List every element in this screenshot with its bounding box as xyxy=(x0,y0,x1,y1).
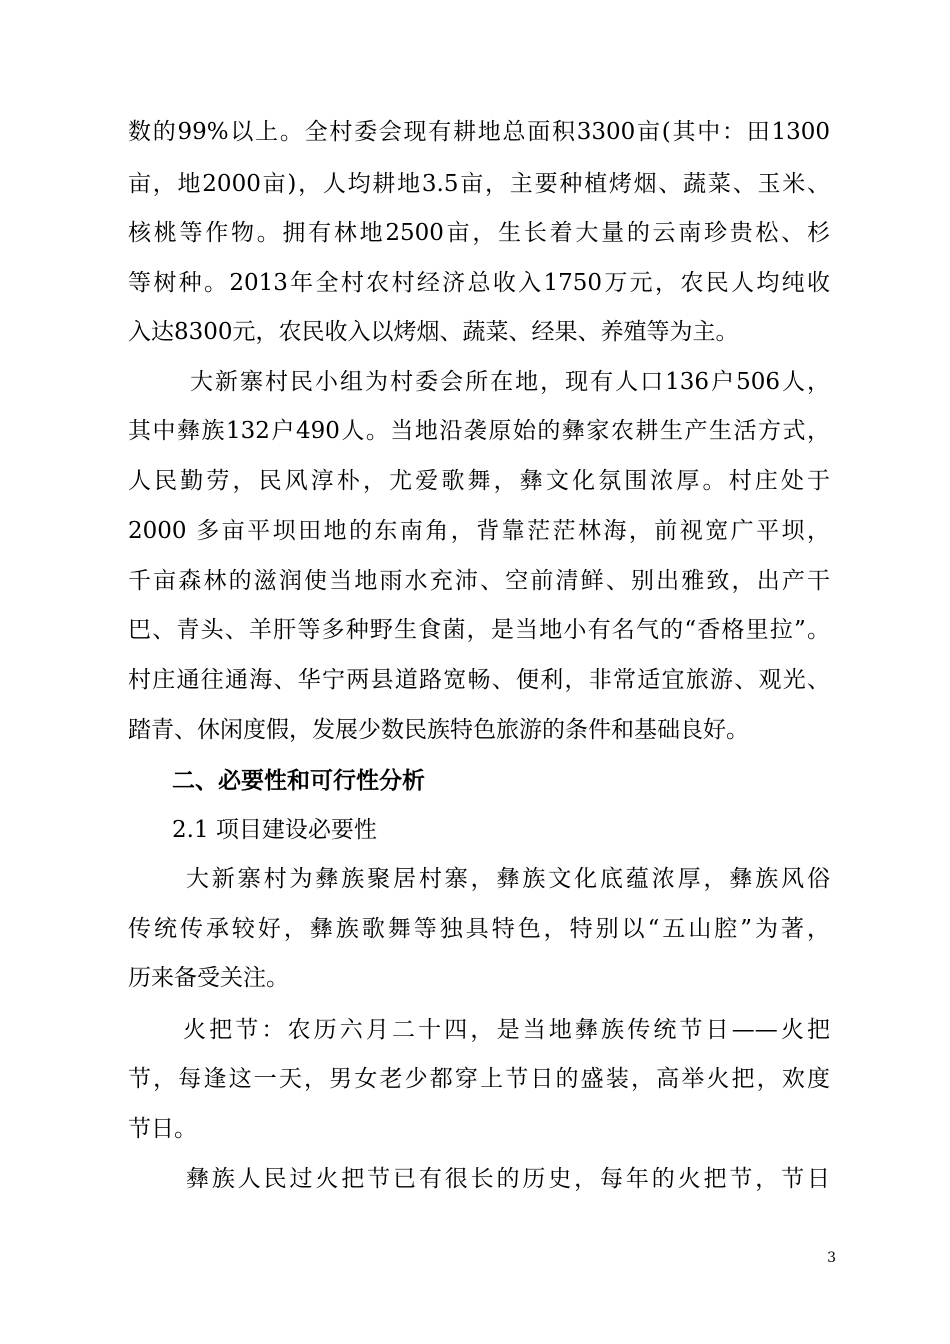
paragraph-2-line-5: 千亩森林的滋润使当地雨水充沛、空前清鲜、别出雅致，出产干 xyxy=(128,568,830,594)
paragraph-1-line-2: 亩，地2000亩)，人均耕地3.5亩，主要种植烤烟、蔬菜、玉米、 xyxy=(128,171,830,197)
section-heading: 二、必要性和可行性分析 xyxy=(172,767,425,794)
paragraph-3-line-1: 大新寨村为彝族聚居村寨，彝族文化底蕴浓厚，彝族风俗 xyxy=(186,866,830,892)
paragraph-1-line-4: 等树种。2013年全村农村经济总收入1750万元，农民人均纯收 xyxy=(128,270,830,296)
paragraph-1-line-3: 核桃等作物。拥有林地2500亩，生长着大量的云南珍贵松、杉 xyxy=(128,220,830,246)
paragraph-4-line-2: 节，每逢这一天，男女老少都穿上节日的盛装，高举火把，欢度 xyxy=(128,1066,830,1092)
paragraph-2-line-3: 人民勤劳，民风淳朴，尤爱歌舞，彝文化氛围浓厚。村庄处于 xyxy=(128,468,830,494)
paragraph-5-line-1: 彝族人民过火把节已有很长的历史，每年的火把节，节日 xyxy=(186,1166,830,1192)
paragraph-2-line-4: 2000 多亩平坝田地的东南角，背靠茫茫林海，前视宽广平坝， xyxy=(128,518,830,544)
page-number: 3 xyxy=(827,1250,836,1266)
paragraph-3-line-2: 传统传承较好，彝族歌舞等独具特色，特别以“五山腔”为著， xyxy=(128,916,830,942)
paragraph-1-line-5: 入达8300元，农民收入以烤烟、蔬菜、经果、养殖等为主。 xyxy=(128,319,739,345)
paragraph-2-line-7: 村庄通往通海、华宁两县道路宽畅、便利，非常适宜旅游、观光、 xyxy=(128,667,830,693)
paragraph-2-line-8: 踏青、休闲度假，发展少数民族特色旅游的条件和基础良好。 xyxy=(128,717,749,743)
paragraph-4-line-1: 火把节：农历六月二十四，是当地彝族传统节日——火把 xyxy=(183,1017,830,1043)
paragraph-2-line-2: 其中彝族132户490人。当地沿袭原始的彝家农耕生产生活方式， xyxy=(128,418,830,444)
paragraph-3-line-3: 历来备受关注。 xyxy=(128,965,289,991)
subsection-heading: 2.1 项目建设必要性 xyxy=(172,817,377,843)
paragraph-2-line-1: 大新寨村民小组为村委会所在地，现有人口136户506人， xyxy=(190,369,830,395)
paragraph-1-line-1: 数的99%以上。全村委会现有耕地总面积3300亩(其中：田1300 xyxy=(128,119,830,145)
paragraph-4-line-3: 节日。 xyxy=(128,1116,197,1142)
paragraph-2-line-6: 巴、青头、羊肝等多种野生食菌，是当地小有名气的“香格里拉”。 xyxy=(128,617,830,643)
